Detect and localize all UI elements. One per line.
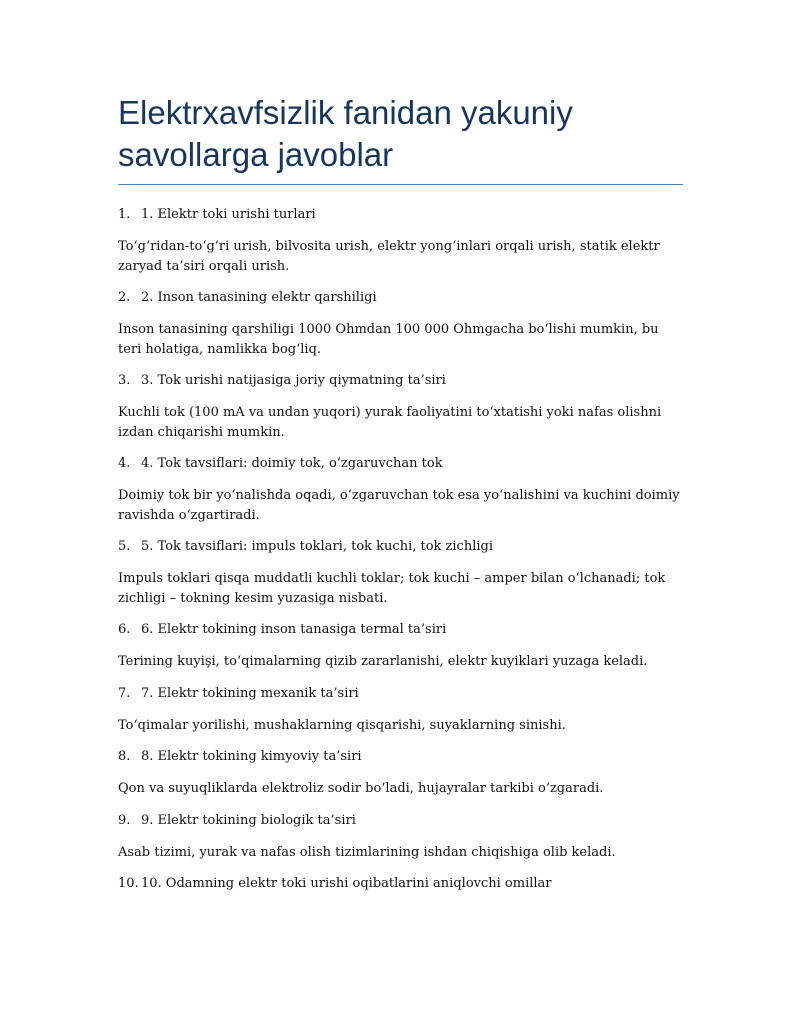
answer-text: Terining kuyişi, to‘qimalarning qizib zararlanishi, elektr kuyiklari yuzaga keladi. xyxy=(118,654,648,669)
answer-text: Impuls toklari qisqa muddatli kuchli toklar; tok kuchi – amper bilan o‘lchanadi; tok zichligi – tokning kesim yuzasiga nisbati. xyxy=(118,571,666,606)
question-text: 7. Elektr tokining mexanik ta’siri xyxy=(141,685,359,701)
question-number: 9. xyxy=(118,812,131,828)
question xyxy=(118,684,683,704)
question-number: 10. xyxy=(118,876,139,891)
answer-text: Doimiy tok bir yo‘nalishda oqadi, o‘zgaruvchan tok esa yo‘nalishini va kuchini doimiy ravishda o‘zgartiradi. xyxy=(118,488,680,523)
qa-item-9 xyxy=(118,811,683,863)
qa-item-1 xyxy=(118,205,683,276)
question xyxy=(118,288,683,308)
question-text: 1. Elektr toki urishi turlari xyxy=(141,207,316,222)
question xyxy=(118,537,683,557)
document-title: Elektrxavfsizlik fanidan yakuniy savollarga javoblar xyxy=(118,92,683,185)
question xyxy=(118,371,683,391)
question-text: 2. Inson tanasining elektr qarshiligi xyxy=(141,290,377,305)
question xyxy=(118,811,683,831)
qa-item-3 xyxy=(118,371,683,442)
answer-text: To‘qimalar yorilishi, mushaklarning qisqarishi, suyaklarning sinishi. xyxy=(118,717,566,733)
question-number: 1. xyxy=(118,207,131,222)
question-text: 9. Elektr tokining biologik ta’siri xyxy=(141,812,356,828)
question xyxy=(118,454,683,474)
question xyxy=(118,747,683,767)
answer-text: Asab tizimi, yurak va nafas olish tizimlarining ishdan chiqishiga olib keladi. xyxy=(118,844,616,860)
question-text: 6. Elektr tokining inson tanasiga termal ta’siri xyxy=(141,622,447,637)
question xyxy=(118,205,683,225)
question-number: 2. xyxy=(118,290,131,305)
question-text: 3. Tok urishi natijasiga joriy qiymatning ta’siri xyxy=(141,373,446,388)
question-number: 8. xyxy=(118,749,131,764)
answer-text: Qon va suyuqliklarda elektroliz sodir bo‘ladi, hujayralar tarkibi o‘zgaradi. xyxy=(118,781,604,796)
question xyxy=(118,620,683,640)
question-text: 4. Tok tavsiflari: doimiy tok, o‘zgaruvchan tok xyxy=(141,456,443,471)
qa-item-7 xyxy=(118,684,683,736)
question-text: 8. Elektr tokining kimyoviy ta’siri xyxy=(141,749,362,764)
answer-text: Kuchli tok (100 mA va undan yuqori) yurak faoliyatini to‘xtatishi yoki nafas olishni izdan chiqarishi mumkin. xyxy=(118,405,662,440)
answer-text: To‘g‘ridan-to‘g‘ri urish, bilvosita urish, elektr yong‘inlari orqali urish, statik elektr zaryad ta’siri orqali urish. xyxy=(118,239,660,274)
question-number: 4. xyxy=(118,456,131,471)
qa-item-10 xyxy=(118,874,683,894)
question-number: 5. xyxy=(118,539,131,554)
qa-item-8 xyxy=(118,747,683,799)
document-page xyxy=(118,92,683,906)
question-number: 3. xyxy=(118,373,131,388)
qa-item-5 xyxy=(118,537,683,608)
question-text: 5. Tok tavsiflari: impuls toklari, tok kuchi, tok zichligi xyxy=(141,539,494,554)
qa-item-4 xyxy=(118,454,683,525)
answer-text: Inson tanasining qarshiligi 1000 Ohmdan 100 000 Ohmgacha bo‘lishi mumkin, bu teri holatiga, namlikka bog‘liq. xyxy=(118,322,659,357)
question-text: 10. Odamning elektr toki urishi oqibatlarini aniqlovchi omillar xyxy=(141,876,552,891)
qa-list xyxy=(118,205,683,894)
question-number: 7. xyxy=(118,685,131,701)
question-number: 6. xyxy=(118,622,131,637)
question xyxy=(118,874,683,894)
qa-item-2 xyxy=(118,288,683,359)
qa-item-6 xyxy=(118,620,683,672)
